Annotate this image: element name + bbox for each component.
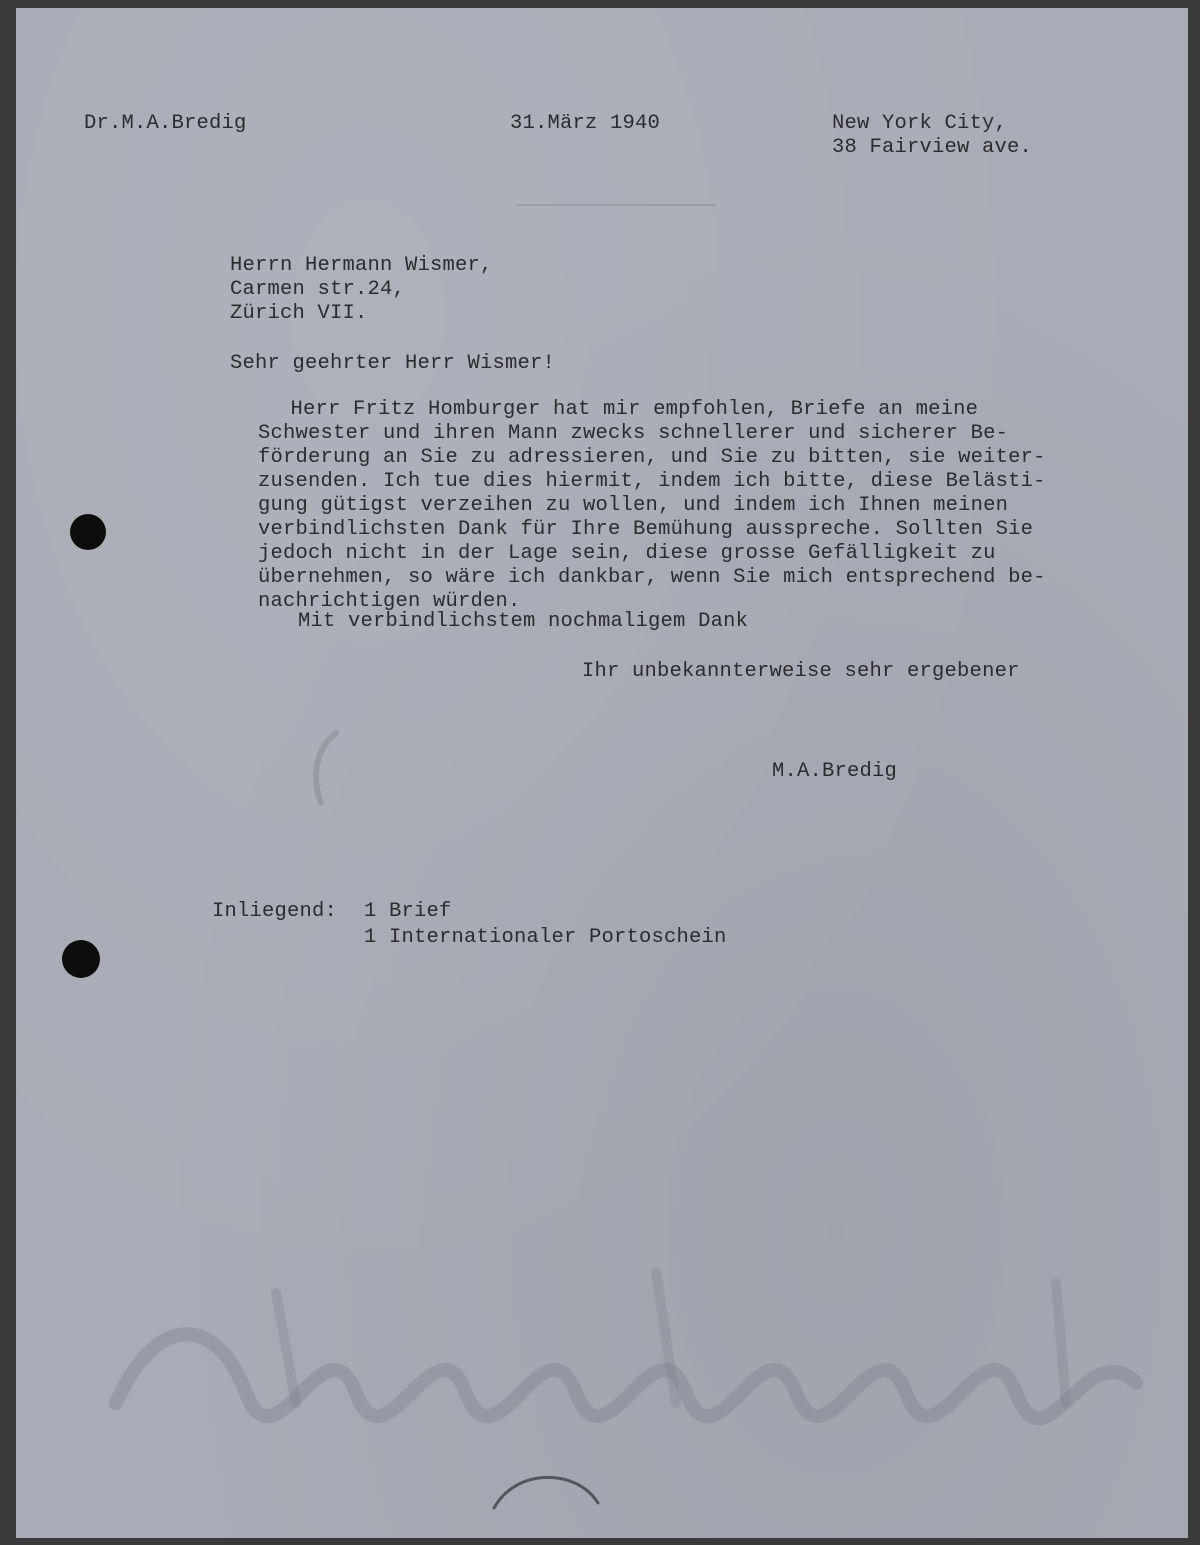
letter-date: 31.März 1940 (510, 112, 661, 135)
punch-hole (62, 940, 100, 978)
recipient-line-2: Carmen str.24, (230, 278, 406, 301)
faint-watermark (96, 1253, 1176, 1453)
faint-pen-stroke (296, 728, 356, 808)
body-line: nachrichtigen würden. (258, 590, 521, 613)
salutation: Sehr geehrter Herr Wismer! (230, 352, 556, 375)
body-line: zusenden. Ich tue dies hiermit, indem ich bitte, diese Belästi- (258, 470, 1046, 493)
closing: Ihr unbekannterweise sehr ergebener (582, 660, 1020, 683)
body-line: förderung an Sie zu adressieren, und Sie zu bitten, sie weiter- (258, 446, 1046, 469)
sender-city: New York City, (832, 112, 1008, 135)
body-line: gung gütigst verzeihen zu wollen, und indem ich Ihnen meinen (258, 494, 1009, 517)
letter-body (228, 398, 1158, 638)
body-line: jedoch nicht in der Lage sein, diese grosse Gefälligkeit zu (258, 542, 996, 565)
enclosure-item: 1 Internationaler Portoschein (364, 926, 727, 949)
body-line: Herr Fritz Homburger hat mir empfohlen, Briefe an meine (228, 398, 979, 421)
recipient-line-3: Zürich VII. (230, 302, 368, 325)
faint-rule-mark (516, 204, 716, 206)
closing-thanks: Mit verbindlichstem nochmaligem Dank (298, 610, 749, 633)
body-line: übernehmen, so wäre ich dankbar, wenn Sie mich entsprechend be- (258, 566, 1046, 589)
letter-page (16, 8, 1188, 1538)
sender-name: Dr.M.A.Bredig (84, 112, 247, 135)
paper-crease-mark (486, 1463, 606, 1523)
sender-street: 38 Fairview ave. (832, 136, 1033, 159)
signature: M.A.Bredig (772, 760, 898, 783)
enclosure-item: 1 Brief (364, 900, 452, 923)
body-line: Schwester und ihren Mann zwecks schnellerer und sicherer Be- (258, 422, 1009, 445)
recipient-line-1: Herrn Hermann Wismer, (230, 254, 493, 277)
body-line: verbindlichsten Dank für Ihre Bemühung ausspreche. Sollten Sie (258, 518, 1034, 541)
enclosures-label: Inliegend: (212, 900, 338, 923)
punch-hole (70, 514, 106, 550)
